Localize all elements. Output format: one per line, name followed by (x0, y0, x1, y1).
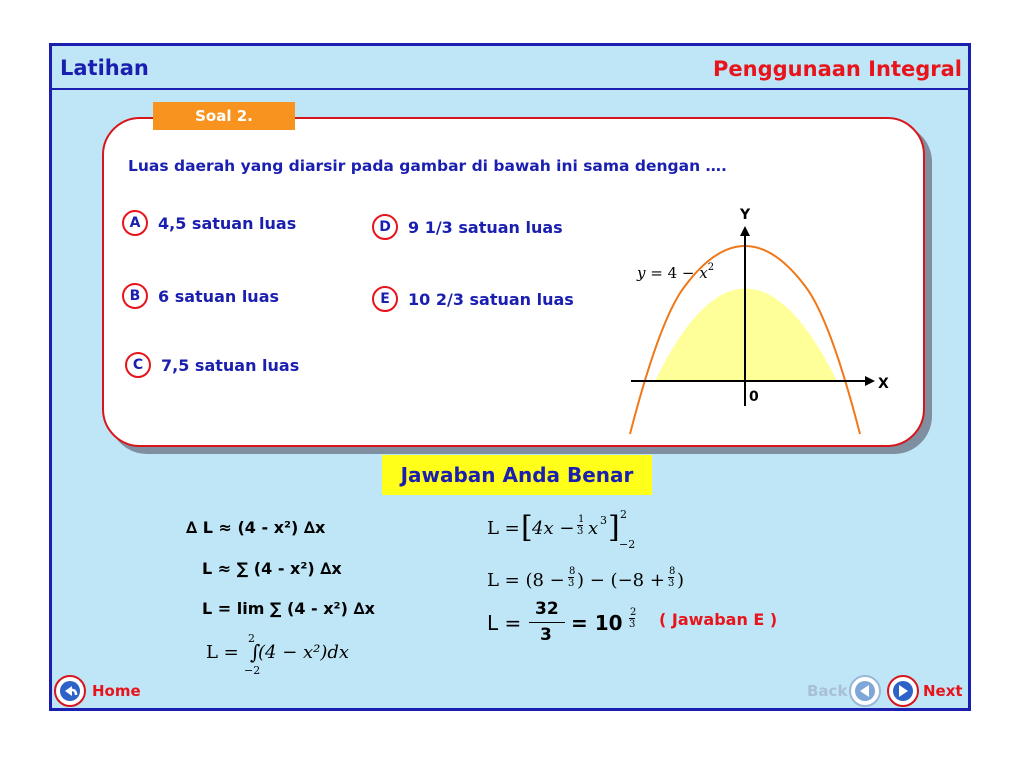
solution-line-2: L ≈ ∑ (4 - x²) ∆x (202, 559, 342, 578)
r3-numerator: 32 (535, 599, 559, 619)
option-d[interactable] (372, 214, 563, 240)
answer-note: ( Jawaban E ) (659, 610, 778, 629)
option-a-letter[interactable]: A (122, 210, 148, 236)
option-a[interactable] (122, 210, 296, 236)
back-label[interactable]: Back (807, 682, 848, 700)
home-label[interactable]: Home (92, 682, 141, 700)
eq-exp: 2 (707, 262, 715, 273)
r3-denominator: 3 (540, 625, 552, 645)
option-c[interactable] (125, 352, 299, 378)
back-nav[interactable] (807, 675, 881, 707)
integral-sign: ∫ (250, 640, 261, 664)
result-line-2 (487, 564, 707, 596)
integral-expression (206, 632, 366, 682)
next-arrow-icon (892, 680, 914, 702)
integral-body: (4 − x²)dx (258, 642, 350, 663)
back-arrow-icon (854, 680, 876, 702)
x-axis-arrow (865, 376, 875, 386)
r1-upper-limit: 2 (620, 508, 627, 521)
r3-lhs: L = (487, 611, 522, 635)
option-d-letter[interactable]: D (372, 214, 398, 240)
solution-line-1: ∆ L ≈ (4 - x²) ∆x (186, 518, 326, 537)
next-label[interactable]: Next (923, 682, 963, 700)
result-line-1 (487, 508, 687, 556)
r1-lhs: L = (487, 518, 520, 539)
r3-equals: = 10 (571, 611, 623, 635)
y-axis-label: Y (740, 207, 751, 223)
option-c-letter[interactable]: C (125, 352, 151, 378)
option-b-letter[interactable]: B (122, 283, 148, 309)
r1-bracket-right: ] (608, 510, 620, 545)
r3-frac-num: 2 (630, 607, 637, 618)
integral-lhs: L = (206, 642, 239, 663)
solution-line-3: L = lim ∑ (4 - x²) ∆x (202, 599, 375, 618)
option-e[interactable] (372, 286, 574, 312)
r2-frac2-num: 8 (669, 566, 676, 577)
integral-upper-limit: 2 (248, 632, 255, 645)
r2-text-a: L = (8 − (487, 570, 565, 591)
option-b-text[interactable]: 6 satuan luas (158, 286, 280, 306)
home-arrow-icon (59, 680, 81, 702)
r2-frac1-den: 3 (568, 578, 575, 589)
option-d-text[interactable]: 9 1/3 satuan luas (408, 217, 563, 237)
curve-equation (636, 262, 714, 282)
r3-fraction-bar (529, 622, 565, 623)
r1-bracket-left: [ (521, 510, 533, 545)
section-title: Latihan (60, 56, 149, 80)
option-e-text[interactable]: 10 2/3 satuan luas (408, 289, 574, 309)
eq-x: x (699, 264, 708, 282)
option-a-text[interactable]: 4,5 satuan luas (158, 213, 297, 233)
r1-lower-limit: −2 (619, 538, 636, 551)
x-axis-label: X (878, 376, 889, 392)
y-axis-arrow (740, 226, 750, 236)
next-nav[interactable] (887, 675, 963, 707)
next-button[interactable] (887, 675, 919, 707)
r2-frac1-num: 8 (569, 566, 576, 577)
option-b[interactable] (122, 283, 279, 309)
slide-frame (49, 43, 971, 711)
answer-feedback-banner: Jawaban Anda Benar (382, 455, 652, 495)
r1-body-b: x (588, 518, 599, 539)
topic-title: Penggunaan Integral (713, 57, 962, 81)
home-nav[interactable] (54, 675, 141, 707)
back-button[interactable] (849, 675, 881, 707)
r2-text-b: ) − (−8 + (577, 570, 665, 591)
eq-y: y (637, 264, 646, 282)
question-text: Luas daerah yang diarsir pada gambar di bawah ini sama dengan …. (128, 157, 727, 175)
result-line-3 (487, 599, 667, 649)
r3-frac-den: 3 (629, 619, 636, 630)
option-c-text[interactable]: 7,5 satuan luas (161, 355, 300, 375)
parabola-graph (625, 206, 925, 446)
r1-frac-den: 3 (577, 526, 584, 537)
option-e-letter[interactable]: E (372, 286, 398, 312)
title-bar (52, 46, 968, 90)
eq-eq: = 4 − (645, 264, 700, 282)
home-button[interactable] (54, 675, 86, 707)
r2-text-c: ) (677, 570, 685, 591)
r2-frac2-den: 3 (668, 578, 675, 589)
r1-body-a: 4x − (532, 518, 575, 539)
r1-exponent: 3 (600, 514, 607, 527)
r1-frac-num: 1 (578, 514, 585, 525)
question-number-tab: Soal 2. (153, 102, 295, 130)
integral-lower-limit: −2 (244, 664, 261, 677)
origin-label: 0 (749, 389, 759, 405)
